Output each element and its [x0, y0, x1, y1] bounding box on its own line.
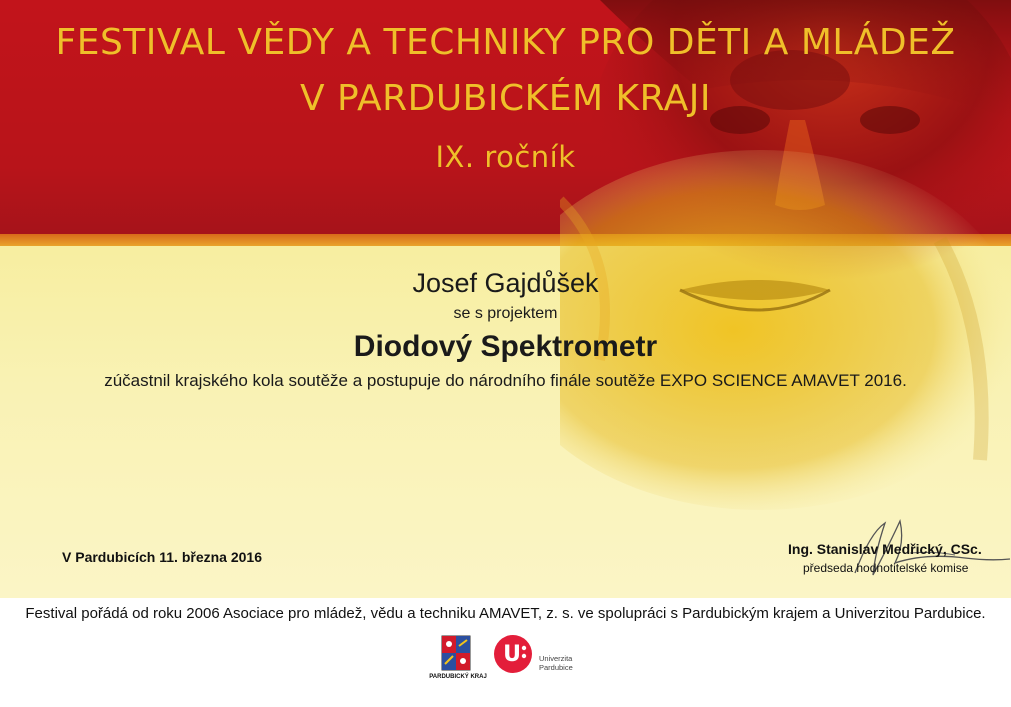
svg-text:U: U [503, 642, 521, 667]
organizers-note: Festival pořádá od roku 2006 Asociace pro mládež, vědu a techniku AMAVET, z. s. ve spolupráci s Pardubickým krajem a Univerzitou Pardubice. [25, 605, 986, 622]
project-title: Diodový Spektrometr [353, 330, 658, 363]
univerzita-pardubice-label [539, 654, 573, 672]
upa-label-line2: Pardubice [539, 663, 573, 672]
signatory-role: předseda hodnotitelské komise [803, 561, 969, 575]
place-and-date: V Pardubicích 11. března 2016 [62, 549, 262, 565]
project-intro: se s projektem [453, 305, 558, 322]
achievement-statement: zúčastnil krajského kola soutěže a postupuje do národního finále soutěže EXPO SCIENCE AMAVET 2016. [104, 371, 907, 390]
signatory-name: Ing. Stanislav Medřický, CSc. [788, 541, 982, 557]
festival-title-line1: FESTIVAL VĚDY A TECHNIKY PRO DĚTI A MLÁDEŽ [55, 22, 956, 63]
upa-label-line1: Univerzita [539, 654, 573, 663]
edition-label: IX. ročník [435, 140, 576, 174]
recipient-name: Josef Gajdůšek [412, 268, 599, 298]
univerzita-pardubice-logo [493, 634, 533, 674]
festival-title-line2: V PARDUBICKÉM KRAJI [299, 78, 712, 119]
pardubicky-kraj-label: PARDUBICKÝ KRAJ [429, 674, 487, 680]
